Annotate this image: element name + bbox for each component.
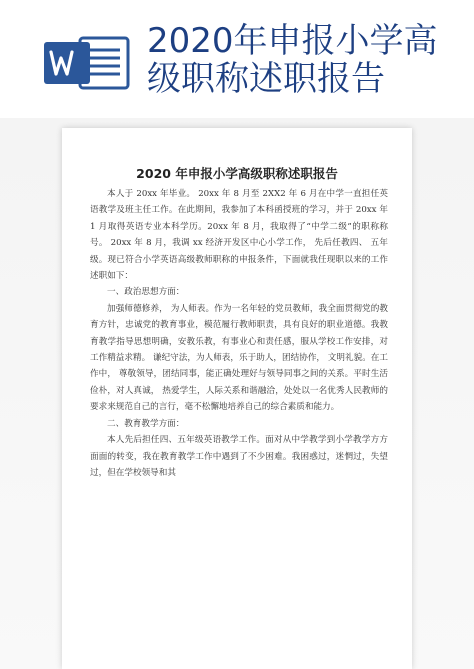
paragraph: 本人先后担任四、五年级英语教学工作。面对从中学教学到小学教学方方面面的转变，我在教育教学工作中遇到了不少困难。我困惑过，迷惘过，失望过，但在学校领导和其 bbox=[90, 435, 388, 478]
section-heading: 二、教育教学方面： bbox=[107, 418, 185, 429]
word-icon bbox=[40, 34, 132, 92]
document-page bbox=[62, 128, 412, 669]
document-body bbox=[90, 186, 388, 481]
section-heading: 一、政治思想方面： bbox=[107, 287, 185, 298]
paragraph: 本人于 20xx 年毕业。 20xx 年 8 月至 2XX2 年 6 月在中学一直担任英语教学及班主任工作。在此期间，我参加了本科函授班的学习，并于 20xx 年 1 月取得英语专业本科学历。20xx 年 8 月，我取得了“中学二级”的职称称号。 20xx 年 8 月，我调 xx 经济开发区中心小学工作， 先后任教四、 五年级。现已符合小学英语高级教师职称的申报条件，下面就我任现职以来的工作述职如下： bbox=[90, 189, 388, 282]
document-title: 2020 年申报小学高级职称述职报告 bbox=[136, 166, 338, 181]
paragraph: 加强师德修养， 为人师表。作为一名年轻的党员教师，我全面贯彻党的教育方针，忠诚党的教育事业，模范履行教师职责，具有良好的职业道德。我教育教学指导思想明确，安教乐教，有事业心和责任感，服从学校工作安排，对工作精益求精。 谦纪守法，为人师表，乐于助人，团结协作， 文明礼貌。在工作中， 尊敬领导，团结同事，能正确处理好与领导同事之间的关系。平时生活俭朴，对人真诚， 热爱学生，人际关系和谐融洽，处处以一名优秀人民教师的要求来规范自己的言行，毫不松懈地培养自己的综合素质和能力。 bbox=[90, 303, 388, 413]
banner bbox=[0, 0, 474, 118]
banner-title: 2020年申报小学高级职称述职报告 bbox=[147, 21, 438, 99]
